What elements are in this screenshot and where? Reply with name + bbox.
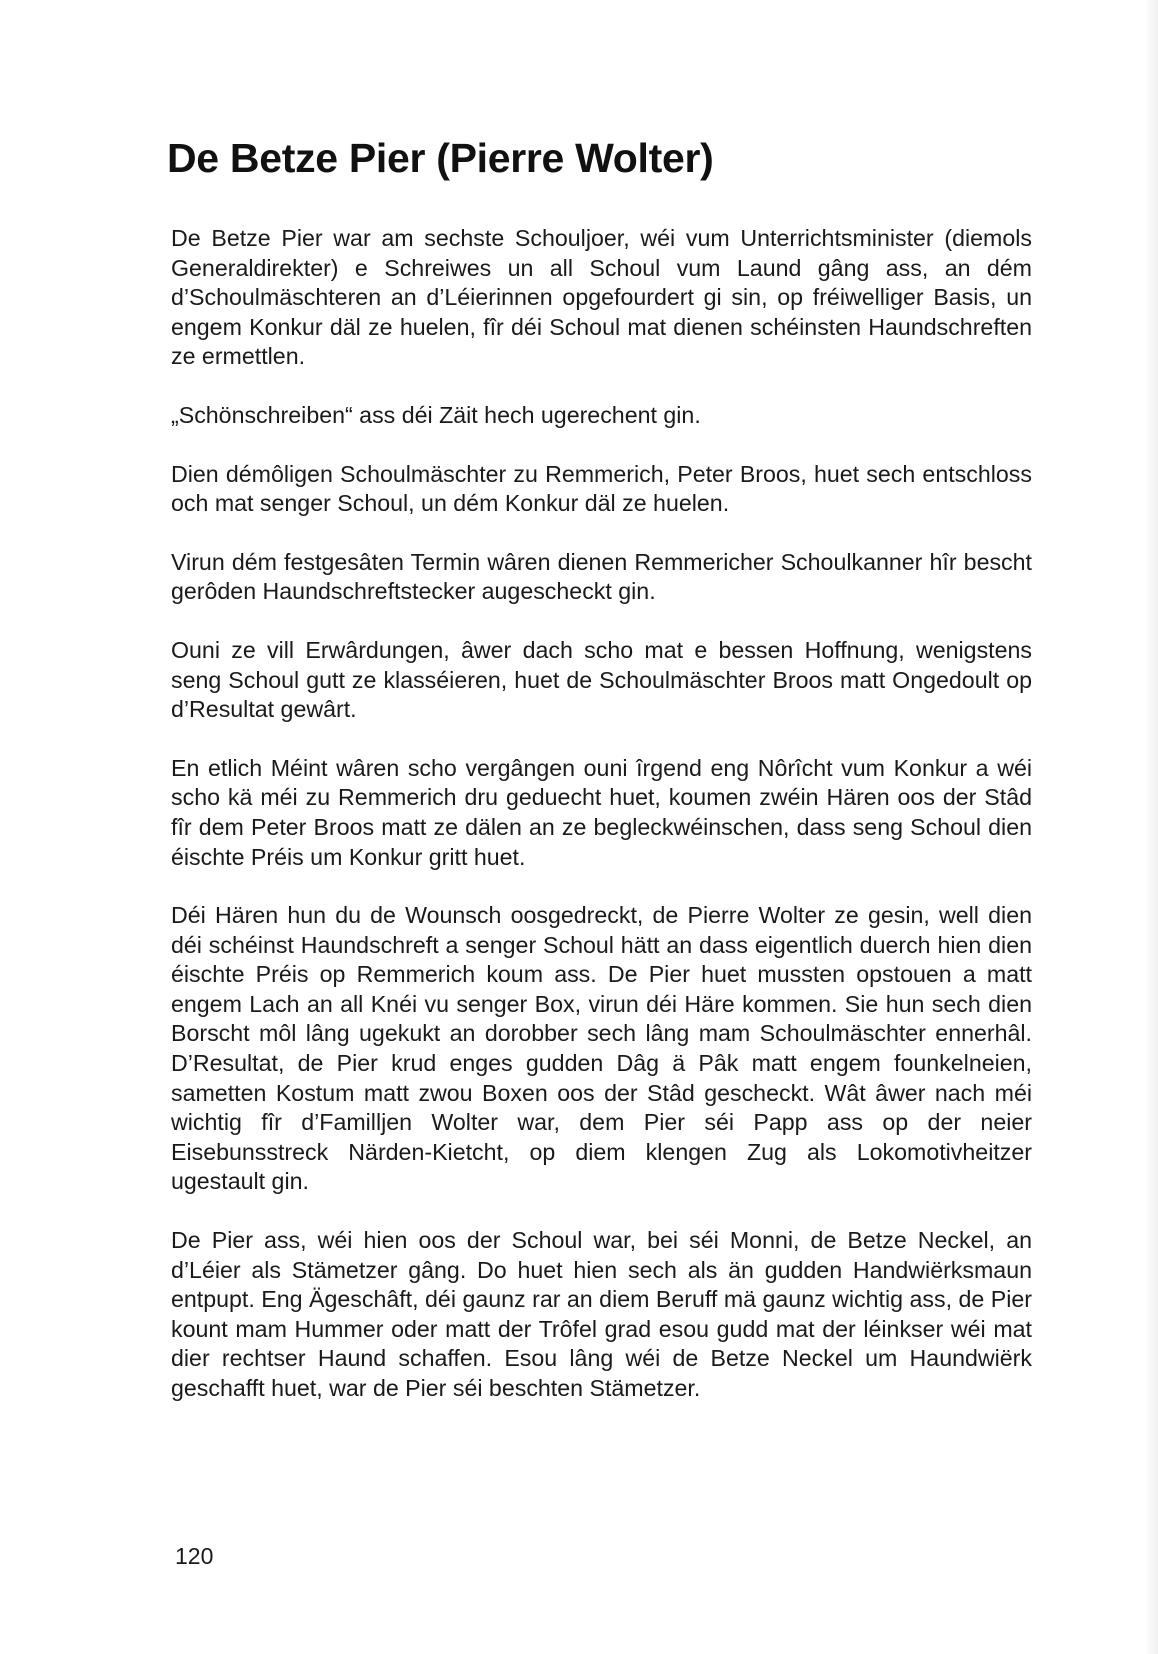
paragraph: „Schönschreiben“ ass déi Zäit hech ugerechent gin. [171, 401, 701, 428]
paragraph: Virun dém festgesâten Termin wâren dienen Remmericher Schoulkanner hîr bescht gerôden Haundschreftstecker augescheckt gin. [171, 548, 1032, 605]
paragraph: En etlich Méint wâren scho vergângen ouni îrgend eng Nôrîcht vum Konkur a wéi scho kä méi zu Remmerich dru geduecht huet, koumen zwéin Hären oos der Stâd fîr dem Peter Broos matt ze dälen an ze begleckwéinschen, dass seng Schoul dien éischte Préis um Konkur gritt huet. [171, 754, 1032, 870]
paragraph: Ouni ze vill Erwârdungen, âwer dach scho mat e bessen Hoffnung, wenigstens seng Schoul gutt ze klasséieren, huet de Schoulmäschter Broos matt Ongedoult op d’Resultat gewârt. [171, 636, 1032, 723]
paragraph: Déi Hären hun du de Wounsch oosgedreckt, de Pierre Wolter ze gesin, well dien déi schéinst Haundschreft a senger Schoul hätt an dass eigentlich duerch hien dien éischte Préis op Remmerich koum ass. De Pier huet mussten opstouen a matt engem Lach an all Knéi vu senger Box, virun déi Häre kommen. Sie hun sech dien Borscht môl lâng ugekukt an dorobber sech lâng mam Schoulmäschter ennerhâl. D’Resultat, de Pier krud enges gudden Dâg ä Pâk matt engem founkelneien, sametten Kostum matt zwou Boxen oos der Stâd gescheckt. Wât âwer nach méi wichtig fîr d’Familljen Wolter war, dem Pier séi Papp ass op der neier Eisebunsstreck Närden-Kietcht, op diem klengen Zug als Lokomotivheitzer ugestault gin. [171, 902, 1032, 1195]
page-number: 120 [175, 1543, 214, 1569]
paragraph: De Betze Pier war am sechste Schouljoer, wéi vum Unterrichtsminister (diemols Generaldirekter) e Schreiwes un all Schoul vum Laund gâng ass, an dém d’Schoulmäschteren an d’Léierinnen opgefourdert gi sin, op fréiwelliger Basis, un engem Konkur däl ze huelen, fîr déi Schoul mat dienen schéinsten Haundschreften ze ermettlen. [171, 225, 1032, 370]
page-title: De Betze Pier (Pierre Wolter) [167, 135, 714, 181]
paragraph: Dien démôligen Schoulmäschter zu Remmerich, Peter Broos, huet sech entschloss och mat senger Schoul, un dém Konkur däl ze huelen. [171, 460, 1032, 517]
body-text [171, 224, 1032, 1404]
paragraph: De Pier ass, wéi hien oos der Schoul war, bei séi Monni, de Betze Neckel, an d’Léier als Stämetzer gâng. Do huet hien sech als än gudden Handwiërksmaun entpupt. Eng Ägeschâft, déi gaunz rar an diem Beruff mä gaunz wichtig ass, de Pier kount mam Hummer oder matt der Trôfel grad esou gudd mat der léinkser wéi mat dier rechtser Haund schaffen. Esou lâng wéi de Betze Neckel um Haundwiërk geschafft huet, war de Pier séi beschten Stämetzer. [171, 1227, 1032, 1401]
page-edge-shadow [1144, 0, 1158, 1654]
